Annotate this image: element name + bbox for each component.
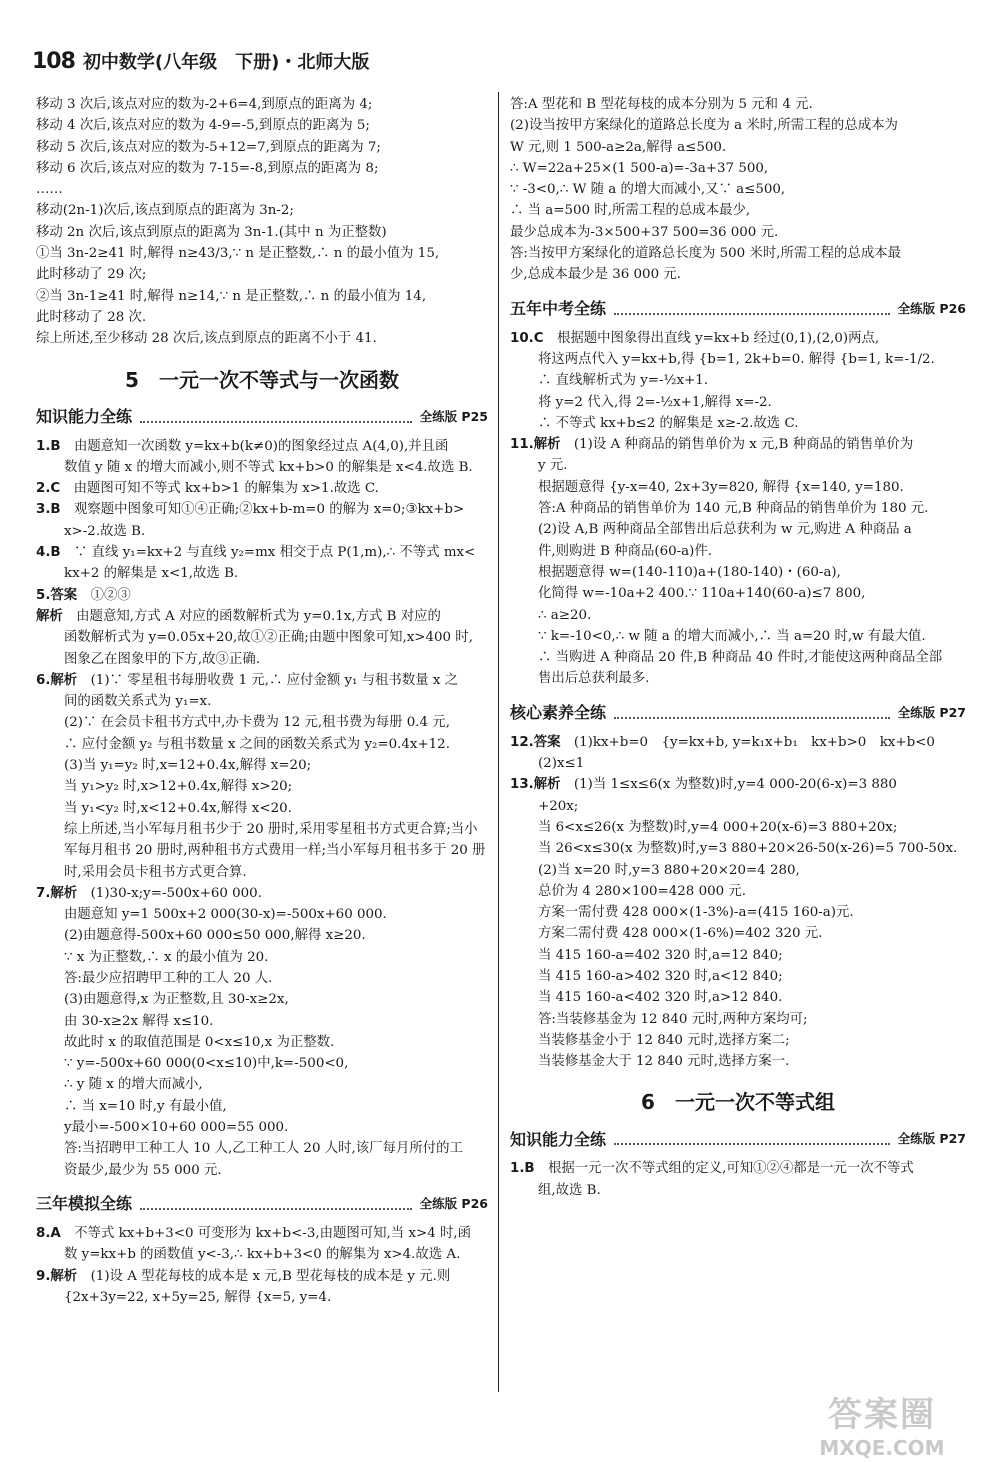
item-text: 组,故选 B. bbox=[538, 1182, 601, 1198]
item-text: {2x+3y=22, x+5y=25, 解得 {x=5, y=4. bbox=[64, 1289, 332, 1305]
page-number: 108 bbox=[32, 49, 75, 74]
answer-line bbox=[510, 923, 966, 944]
item-text: ∴ a≥20. bbox=[538, 607, 592, 623]
right-section-3-body bbox=[510, 328, 966, 690]
item-text: ①②③ bbox=[90, 587, 131, 603]
item-text: kx+2 的解集是 x<1,故选 B. bbox=[64, 566, 239, 582]
item-text: 当装修基金小于 12 840 元时,选择方案二; bbox=[538, 1032, 790, 1048]
answer-line bbox=[510, 860, 966, 881]
item-number: 10.C bbox=[510, 330, 544, 346]
item-text: 由题意知 y=1 500x+2 000(30-x)=-500x+60 000. bbox=[64, 907, 387, 923]
answer-line bbox=[36, 627, 488, 648]
answer-line bbox=[510, 647, 966, 668]
item-text: 时,采用会员卡租书方式更合算. bbox=[64, 864, 247, 880]
item-number: 3.B bbox=[36, 502, 61, 518]
dotted-leader bbox=[140, 1196, 412, 1210]
watermark-url: MXQE.COM bbox=[819, 1436, 945, 1460]
item-text: 当 415 160-a>402 320 时,a<12 840; bbox=[538, 968, 783, 984]
answer-line bbox=[510, 945, 966, 966]
section-ref: 全练版 P25 bbox=[419, 408, 488, 424]
item-text: 综上所述,当小军每月租书少于 20 册时,采用零星租书方式更合算;当小 bbox=[64, 821, 478, 837]
answer-item bbox=[36, 542, 488, 563]
item-text: 由题图可知不等式 kx+b>1 的解集为 x>1.故选 C. bbox=[73, 481, 379, 497]
item-text: 答:A 种商品的销售单价为 140 元,B 种商品的销售单价为 180 元. bbox=[538, 501, 929, 517]
item-text: 由 30-x≥2x 解得 x≤10. bbox=[64, 1013, 214, 1029]
item-text: 方案二需付费 428 000×(1-6%)=402 320 元. bbox=[538, 926, 823, 942]
item-text: 军每月租书 20 册时,两种租书方式费用一样;当小军每月租书多于 20 册 bbox=[64, 843, 486, 859]
answer-item bbox=[510, 434, 966, 455]
item-text: 方案一需付费 428 000×(1-3%)-a=(415 160-a)元. bbox=[538, 905, 854, 921]
item-text: (1)∵ 零星租书每册收费 1 元,∴ 应付金额 y₁ 与租书数量 x 之 bbox=[90, 672, 459, 688]
item-text: ∵ y=-500x+60 000(0<x≤10)中,k=-500<0, bbox=[64, 1056, 349, 1072]
text-line: 移动 2n 次后,该点到原点的距离为 3n-1.(其中 n 为正整数) bbox=[36, 224, 387, 240]
left-top-block bbox=[36, 94, 488, 350]
answer-line bbox=[36, 798, 488, 819]
item-text: y 元. bbox=[538, 458, 568, 474]
answer-item bbox=[36, 670, 488, 691]
answer-line bbox=[510, 498, 966, 519]
section-title: 五年中考全练 bbox=[510, 299, 607, 319]
answer-line bbox=[510, 455, 966, 476]
text-line: W 元,则 1 500-a≥2a,解得 a≤500. bbox=[510, 139, 727, 155]
item-text: 由题意知,方式 A 对应的函数解析式为 y=0.1x,方式 B 对应的 bbox=[76, 608, 441, 624]
item-text: 答:当装修基金为 12 840 元时,两种方案均可; bbox=[538, 1011, 808, 1027]
watermark bbox=[782, 1387, 982, 1460]
answer-line bbox=[510, 392, 966, 413]
item-text: 答:当招聘甲工种工人 10 人,乙工种工人 20 人时,该厂每月所付的工 bbox=[64, 1141, 463, 1157]
item-text: 根据题中图象得出直线 y=kx+b 经过(0,1),(2,0)两点, bbox=[556, 330, 880, 346]
text-line: 移动 4 次后,该点对应的数为 4-9=-5,到原点的距离为 5; bbox=[36, 118, 370, 134]
answer-item bbox=[36, 499, 488, 520]
answer-line bbox=[510, 605, 966, 626]
answer-item bbox=[510, 328, 966, 349]
item-text: 当 415 160-a<402 320 时,a>12 840. bbox=[538, 990, 783, 1006]
item-text: (1)设 A 种商品的销售单价为 x 元,B 种商品的销售单价为 bbox=[573, 437, 914, 453]
answer-line bbox=[510, 370, 966, 391]
text-line: 移动 3 次后,该点对应的数为-2+6=4,到原点的距离为 4; bbox=[36, 97, 373, 112]
item-text: 根据题意得 w=(140-110)a+(180-140)・(60-a), bbox=[538, 564, 841, 580]
dotted-leader bbox=[614, 705, 890, 719]
answer-item bbox=[36, 883, 488, 904]
answer-item bbox=[36, 585, 488, 606]
item-text: (2)设 A,B 两种商品全部售出后总获利为 w 元,购进 A 种商品 a bbox=[538, 522, 912, 538]
item-text: 将这两点代入 y=kx+b,得 {b=1, 2k+b=0. 解得 {b=1, k=-1/2. bbox=[538, 351, 935, 367]
item-text: 当 26<x≤30(x 为整数)时,y=3 880+20×26-50(x-26)=5 700-50x. bbox=[538, 841, 958, 857]
answer-line bbox=[36, 1074, 488, 1095]
answer-item bbox=[36, 606, 488, 627]
answer-line bbox=[36, 947, 488, 968]
dotted-leader bbox=[614, 301, 890, 315]
text-line: (2)设当按甲方案绿化的道路总长度为 a 米时,所需工程的总成本为 bbox=[510, 118, 898, 134]
item-text: 当 415 160-a=402 320 时,a=12 840; bbox=[538, 947, 783, 963]
answer-item bbox=[510, 1158, 966, 1179]
answer-line bbox=[36, 563, 488, 584]
chapter-5-title: 5 一元一次不等式与一次函数 bbox=[125, 367, 399, 392]
answer-item bbox=[510, 732, 966, 753]
answer-line bbox=[510, 477, 966, 498]
item-text: ∴ 当 x=10 时,y 有最小值, bbox=[64, 1098, 227, 1114]
item-text: (2)由题意得-500x+60 000≤50 000,解得 x≥20. bbox=[64, 928, 366, 944]
item-text: (3)由题意得,x 为正整数,且 30-x≥2x, bbox=[64, 992, 289, 1008]
item-number: 4.B bbox=[36, 545, 61, 561]
text-line: 移动 5 次后,该点对应的数为-5+12=7,到原点的距离为 7; bbox=[36, 139, 381, 155]
answer-line bbox=[510, 966, 966, 987]
answer-line bbox=[510, 541, 966, 562]
answer-line bbox=[510, 902, 966, 923]
text-line: ①当 3n-2≥41 时,解得 n≥43/3,∵ n 是正整数,∴ n 的最小值为 15, bbox=[36, 246, 440, 262]
item-text: x>-2.故选 B. bbox=[64, 523, 146, 539]
section-ref: 全练版 P27 bbox=[897, 704, 966, 720]
item-number: 1.B bbox=[510, 1161, 535, 1177]
dotted-leader bbox=[614, 1131, 890, 1145]
item-text: (1)30-x;y=-500x+60 000. bbox=[90, 885, 262, 901]
section-ref: 全练版 P26 bbox=[419, 1195, 488, 1211]
answer-line bbox=[510, 1051, 966, 1072]
item-text: (2)x≤1 bbox=[538, 756, 585, 772]
item-text: (1)kx+b=0 {y=kx+b, y=k₁x+b₁ kx+b>0 kx+b<0 bbox=[573, 734, 935, 750]
watermark-logo: 答案圈 bbox=[828, 1395, 936, 1435]
section-title: 知识能力全练 bbox=[36, 407, 133, 427]
text-line: 移动 6 次后,该点对应的数为 7-15=-8,到原点的距离为 8; bbox=[36, 160, 379, 176]
section-title: 三年模拟全练 bbox=[36, 1194, 133, 1214]
item-number: 6.解析 bbox=[36, 672, 78, 688]
item-text: 根据题意得 {y-x=40, 2x+3y=820, 解得 {x=140, y=180. bbox=[538, 479, 904, 495]
item-number: 1.B bbox=[36, 438, 61, 454]
item-text: 资最少,最少为 55 000 元. bbox=[64, 1162, 222, 1178]
item-text: 不等式 kx+b+3<0 可变形为 kx+b<-3,由题图可知,当 x>4 时,函 bbox=[74, 1225, 472, 1241]
answer-line bbox=[36, 1096, 488, 1117]
answer-line bbox=[510, 1009, 966, 1030]
item-text: 当 y₁>y₂ 时,x>12+0.4x,解得 x>20; bbox=[64, 779, 293, 795]
item-text: 故此时 x 的取值范围是 0<x≤10,x 为正整数. bbox=[64, 1034, 335, 1050]
answer-line bbox=[510, 1030, 966, 1051]
text-line: 综上所述,至少移动 28 次后,该点到原点的距离不小于 41. bbox=[36, 331, 377, 347]
item-text: 总价为 4 280×100=428 000 元. bbox=[538, 883, 747, 899]
answer-line bbox=[36, 1138, 488, 1159]
answer-line bbox=[36, 1053, 488, 1074]
item-text: 件,则购进 B 种商品(60-a)件. bbox=[538, 543, 712, 559]
right-section-5-body bbox=[510, 1158, 966, 1201]
item-text: ∴ 直线解析式为 y=-½x+1. bbox=[538, 373, 709, 389]
item-text: 根据一元一次不等式组的定义,可知①②④都是一元一次不等式 bbox=[548, 1161, 914, 1177]
item-text: (1)当 1≤x≤6(x 为整数)时,y=4 000-20(6-x)=3 880 bbox=[573, 777, 897, 793]
dotted-leader bbox=[140, 409, 412, 423]
answer-line bbox=[510, 817, 966, 838]
answer-item bbox=[36, 1266, 488, 1287]
item-text: 当 y₁<y₂ 时,x<12+0.4x,解得 x<20. bbox=[64, 800, 292, 816]
text-line: 答:当按甲方案绿化的道路总长度为 500 米时,所需工程的总成本最 bbox=[510, 246, 901, 262]
section-ref: 全练版 P27 bbox=[897, 1131, 966, 1147]
left-section-1-body bbox=[36, 436, 488, 1181]
answer-line bbox=[36, 904, 488, 925]
answer-line bbox=[36, 968, 488, 989]
item-text: (2)当 x=20 时,y=3 880+20×20=4 280, bbox=[538, 862, 800, 878]
answer-line bbox=[36, 840, 488, 861]
left-column bbox=[36, 94, 488, 1308]
text-line: 此时移动了 28 次. bbox=[36, 309, 147, 325]
item-number: 2.C bbox=[36, 481, 61, 497]
text-line: 移动(2n-1)次后,该点到原点的距离为 3n-2; bbox=[36, 203, 294, 219]
section-header-wunian bbox=[510, 296, 966, 320]
right-top-block bbox=[510, 94, 966, 286]
answer-line bbox=[36, 925, 488, 946]
page-header bbox=[32, 48, 369, 76]
answer-line bbox=[36, 755, 488, 776]
text-line: 少,总成本最少是 36 000 元. bbox=[510, 267, 682, 283]
text-line: …… bbox=[36, 182, 63, 198]
item-text: 当装修基金大于 12 840 元时,选择方案一. bbox=[538, 1054, 790, 1070]
answer-line bbox=[510, 987, 966, 1008]
answer-line bbox=[36, 457, 488, 478]
item-text: 答:最少应招聘甲工种的工人 20 人. bbox=[64, 970, 273, 986]
item-text: 函数解析式为 y=0.05x+20,故①②正确;由题中图象可知,x>400 时, bbox=[64, 630, 473, 646]
item-text: 售出后总获利最多. bbox=[538, 671, 650, 687]
right-section-4-body bbox=[510, 732, 966, 1073]
answer-line bbox=[36, 691, 488, 712]
answer-line bbox=[510, 838, 966, 859]
answer-line bbox=[36, 1011, 488, 1032]
item-number: 12.答案 bbox=[510, 734, 561, 750]
answer-line bbox=[36, 989, 488, 1010]
item-text: 图象乙在图象甲的下方,故③正确. bbox=[64, 651, 260, 667]
answer-line bbox=[510, 1180, 966, 1201]
item-text: 化简得 w=-10a+2 400.∵ 110a+140(60-a)≤7 800, bbox=[538, 586, 866, 602]
left-section-2-body bbox=[36, 1223, 488, 1308]
item-text: ∴ 不等式 kx+b≤2 的解集是 x≥-2.故选 C. bbox=[538, 415, 799, 431]
text-line: ∵ -3<0,∴ W 随 a 的增大而减小,又∵ a≤500, bbox=[510, 182, 786, 198]
item-text: ∵ 直线 y₁=kx+2 与直线 y₂=mx 相交于点 P(1,m),∴ 不等式 mx< bbox=[74, 545, 476, 561]
answer-line bbox=[510, 753, 966, 774]
answer-line bbox=[36, 734, 488, 755]
answer-line bbox=[510, 413, 966, 434]
item-number: 解析 bbox=[36, 608, 63, 624]
answer-line bbox=[510, 668, 966, 689]
item-number: 11.解析 bbox=[510, 437, 561, 453]
item-text: (3)当 y₁=y₂ 时,x=12+0.4x,解得 x=20; bbox=[64, 758, 312, 774]
item-text: 将 y=2 代入,得 2=-½x+1,解得 x=-2. bbox=[538, 394, 772, 410]
answer-line bbox=[36, 521, 488, 542]
item-text: 观察题中图象可知①④正确;②kx+b-m=0 的解为 x=0;③kx+b> bbox=[74, 502, 465, 518]
section-header-zhishi-2 bbox=[510, 1126, 966, 1150]
answer-item bbox=[36, 436, 488, 457]
item-text: 间的函数关系式为 y₁=x. bbox=[64, 694, 212, 710]
answer-line bbox=[510, 583, 966, 604]
item-text: +20x; bbox=[538, 798, 579, 814]
answer-line bbox=[36, 1032, 488, 1053]
answer-line bbox=[36, 776, 488, 797]
section-header-zhishi bbox=[36, 404, 488, 428]
item-number: 5.答案 bbox=[36, 587, 78, 603]
answer-line bbox=[510, 881, 966, 902]
right-column bbox=[510, 94, 966, 1201]
answer-line bbox=[36, 1244, 488, 1265]
item-text: 当 6<x≤26(x 为整数)时,y=4 000+20(x-6)=3 880+20x; bbox=[538, 819, 898, 835]
item-text: 数值 y 随 x 的增大而减小,则不等式 kx+b>0 的解集是 x<4.故选 B. bbox=[64, 459, 473, 475]
item-text: (1)设 A 型花每枝的成本是 x 元,B 型花每枝的成本是 y 元.则 bbox=[90, 1268, 451, 1284]
item-number: 8.A bbox=[36, 1225, 61, 1241]
chapter-6-title: 6 一元一次不等式组 bbox=[641, 1090, 835, 1115]
item-text: 由题意知一次函数 y=kx+b(k≠0)的图象经过点 A(4,0),并且函 bbox=[74, 438, 449, 454]
answer-item bbox=[36, 478, 488, 499]
answer-line bbox=[510, 519, 966, 540]
section-title: 核心素养全练 bbox=[510, 703, 607, 723]
text-line: ∴ W=22a+25×(1 500-a)=-3a+37 500, bbox=[510, 160, 769, 176]
column-divider bbox=[498, 92, 499, 1392]
item-text: y最小=-500×10+60 000=55 000. bbox=[64, 1120, 289, 1136]
answer-item bbox=[36, 1223, 488, 1244]
item-text: ∴ y 随 x 的增大而减小, bbox=[64, 1077, 203, 1093]
text-line: ②当 3n-1≥41 时,解得 n≥14,∵ n 是正整数,∴ n 的最小值为 14, bbox=[36, 288, 427, 304]
item-number: 13.解析 bbox=[510, 777, 561, 793]
text-line: 此时移动了 29 次; bbox=[36, 267, 147, 283]
answer-line bbox=[36, 1117, 488, 1138]
item-text: ∵ k=-10<0,∴ w 随 a 的增大而减小,∴ 当 a=20 时,w 有最大值. bbox=[538, 628, 926, 644]
item-text: ∴ 当购进 A 种商品 20 件,B 种商品 40 件时,才能使这两种商品全部 bbox=[538, 650, 943, 666]
item-text: ∵ x 为正整数,∴ x 的最小值为 20. bbox=[64, 949, 269, 965]
answer-line bbox=[36, 1287, 488, 1308]
section-header-sannian bbox=[36, 1191, 488, 1215]
answer-line bbox=[510, 349, 966, 370]
item-text: (2)∵ 在会员卡租书方式中,办卡费为 12 元,租书费为每册 0.4 元, bbox=[64, 715, 450, 731]
item-text: ∴ 应付金额 y₂ 与租书数量 x 之间的函数关系式为 y₂=0.4x+12. bbox=[64, 736, 450, 752]
answer-item bbox=[510, 774, 966, 795]
answer-line bbox=[510, 626, 966, 647]
answer-line bbox=[36, 1160, 488, 1181]
book-title: 初中数学(八年级 下册)・北师大版 bbox=[82, 52, 370, 73]
section-title: 知识能力全练 bbox=[510, 1129, 607, 1149]
item-number: 7.解析 bbox=[36, 885, 78, 901]
text-line: 最少总成本为-3×500+37 500=36 000 元. bbox=[510, 224, 779, 240]
answer-line bbox=[36, 712, 488, 733]
item-text: 数 y=kx+b 的函数值 y<-3,∴ kx+b+3<0 的解集为 x>4.故选 A. bbox=[64, 1247, 461, 1263]
answer-line bbox=[510, 796, 966, 817]
answer-line bbox=[36, 862, 488, 883]
text-line: 答:A 型花和 B 型花每枝的成本分别为 5 元和 4 元. bbox=[510, 97, 813, 112]
item-number: 9.解析 bbox=[36, 1268, 78, 1284]
answer-line bbox=[510, 562, 966, 583]
section-header-hexin bbox=[510, 700, 966, 724]
answer-line bbox=[36, 819, 488, 840]
answer-line bbox=[36, 649, 488, 670]
text-line: ∴ 当 a=500 时,所需工程的总成本最少, bbox=[510, 203, 751, 219]
section-ref: 全练版 P26 bbox=[897, 300, 966, 316]
